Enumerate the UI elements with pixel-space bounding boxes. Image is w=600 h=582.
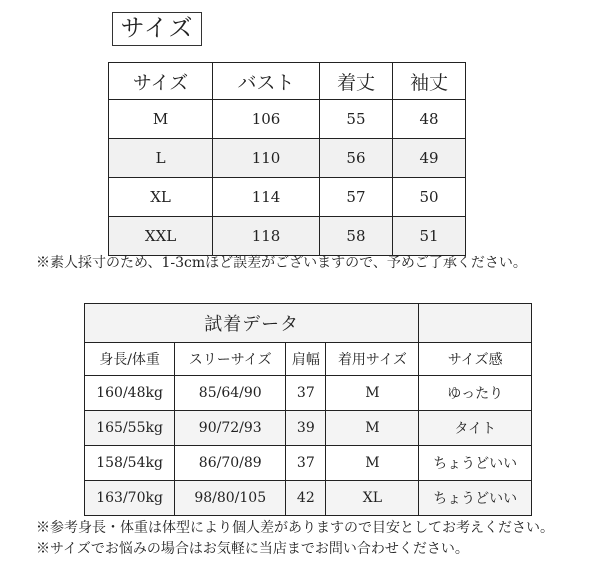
table-row xyxy=(85,411,532,446)
cell-size: XL xyxy=(109,178,213,217)
header-height-weight: 身長/体重 xyxy=(85,343,175,376)
page-title: サイズ xyxy=(112,12,202,46)
cell-sleeve: 51 xyxy=(392,217,465,256)
table-row xyxy=(85,481,532,516)
size-note: ※素人採寸のため、1-3cmほど誤差がございますので、予めご了承ください。 xyxy=(36,255,527,271)
table-row xyxy=(109,178,466,217)
cell-height-weight: 165/55kg xyxy=(85,411,175,446)
trial-caption-row xyxy=(85,304,532,343)
cell-length: 58 xyxy=(319,217,392,256)
header-bust: バスト xyxy=(213,63,320,100)
contact-note: ※サイズでお悩みの場合はお気軽に当店までお問い合わせください。 xyxy=(36,541,469,557)
cell-three-sizes: 85/64/90 xyxy=(175,376,286,411)
cell-bust: 118 xyxy=(213,217,320,256)
cell-shoulder: 37 xyxy=(286,446,326,481)
cell-three-sizes: 86/70/89 xyxy=(175,446,286,481)
cell-sleeve: 49 xyxy=(392,139,465,178)
cell-worn-size: XL xyxy=(326,481,419,516)
cell-shoulder: 42 xyxy=(286,481,326,516)
cell-fit: ちょうどいい xyxy=(419,481,532,516)
table-row xyxy=(85,446,532,481)
header-three-sizes: スリーサイズ xyxy=(175,343,286,376)
cell-fit: ちょうどいい xyxy=(419,446,532,481)
reference-note: ※参考身長・体重は体型により個人差がありますので目安としてお考えください。 xyxy=(36,520,554,536)
size-table-header-row xyxy=(109,63,466,100)
trial-header-row xyxy=(85,343,532,376)
cell-size: XXL xyxy=(109,217,213,256)
cell-sleeve: 50 xyxy=(392,178,465,217)
cell-shoulder: 37 xyxy=(286,376,326,411)
cell-height-weight: 158/54kg xyxy=(85,446,175,481)
header-sleeve: 袖丈 xyxy=(392,63,465,100)
cell-length: 57 xyxy=(319,178,392,217)
trial-data-table xyxy=(84,303,532,516)
cell-fit: タイト xyxy=(419,411,532,446)
cell-sleeve: 48 xyxy=(392,100,465,139)
cell-bust: 110 xyxy=(213,139,320,178)
cell-three-sizes: 98/80/105 xyxy=(175,481,286,516)
cell-bust: 114 xyxy=(213,178,320,217)
header-length: 着丈 xyxy=(319,63,392,100)
header-fit: サイズ感 xyxy=(419,343,532,376)
cell-shoulder: 39 xyxy=(286,411,326,446)
cell-size: M xyxy=(109,100,213,139)
trial-caption-empty xyxy=(419,304,532,343)
header-size: サイズ xyxy=(109,63,213,100)
cell-worn-size: M xyxy=(326,411,419,446)
table-row xyxy=(109,100,466,139)
size-table xyxy=(108,62,466,256)
table-row xyxy=(109,139,466,178)
cell-length: 56 xyxy=(319,139,392,178)
cell-height-weight: 160/48kg xyxy=(85,376,175,411)
table-row xyxy=(109,217,466,256)
header-shoulder: 肩幅 xyxy=(286,343,326,376)
cell-three-sizes: 90/72/93 xyxy=(175,411,286,446)
cell-size: L xyxy=(109,139,213,178)
cell-bust: 106 xyxy=(213,100,320,139)
header-worn-size: 着用サイズ xyxy=(326,343,419,376)
cell-height-weight: 163/70kg xyxy=(85,481,175,516)
cell-fit: ゆったり xyxy=(419,376,532,411)
cell-worn-size: M xyxy=(326,376,419,411)
trial-caption: 試着データ xyxy=(85,304,419,343)
table-row xyxy=(85,376,532,411)
cell-worn-size: M xyxy=(326,446,419,481)
cell-length: 55 xyxy=(319,100,392,139)
